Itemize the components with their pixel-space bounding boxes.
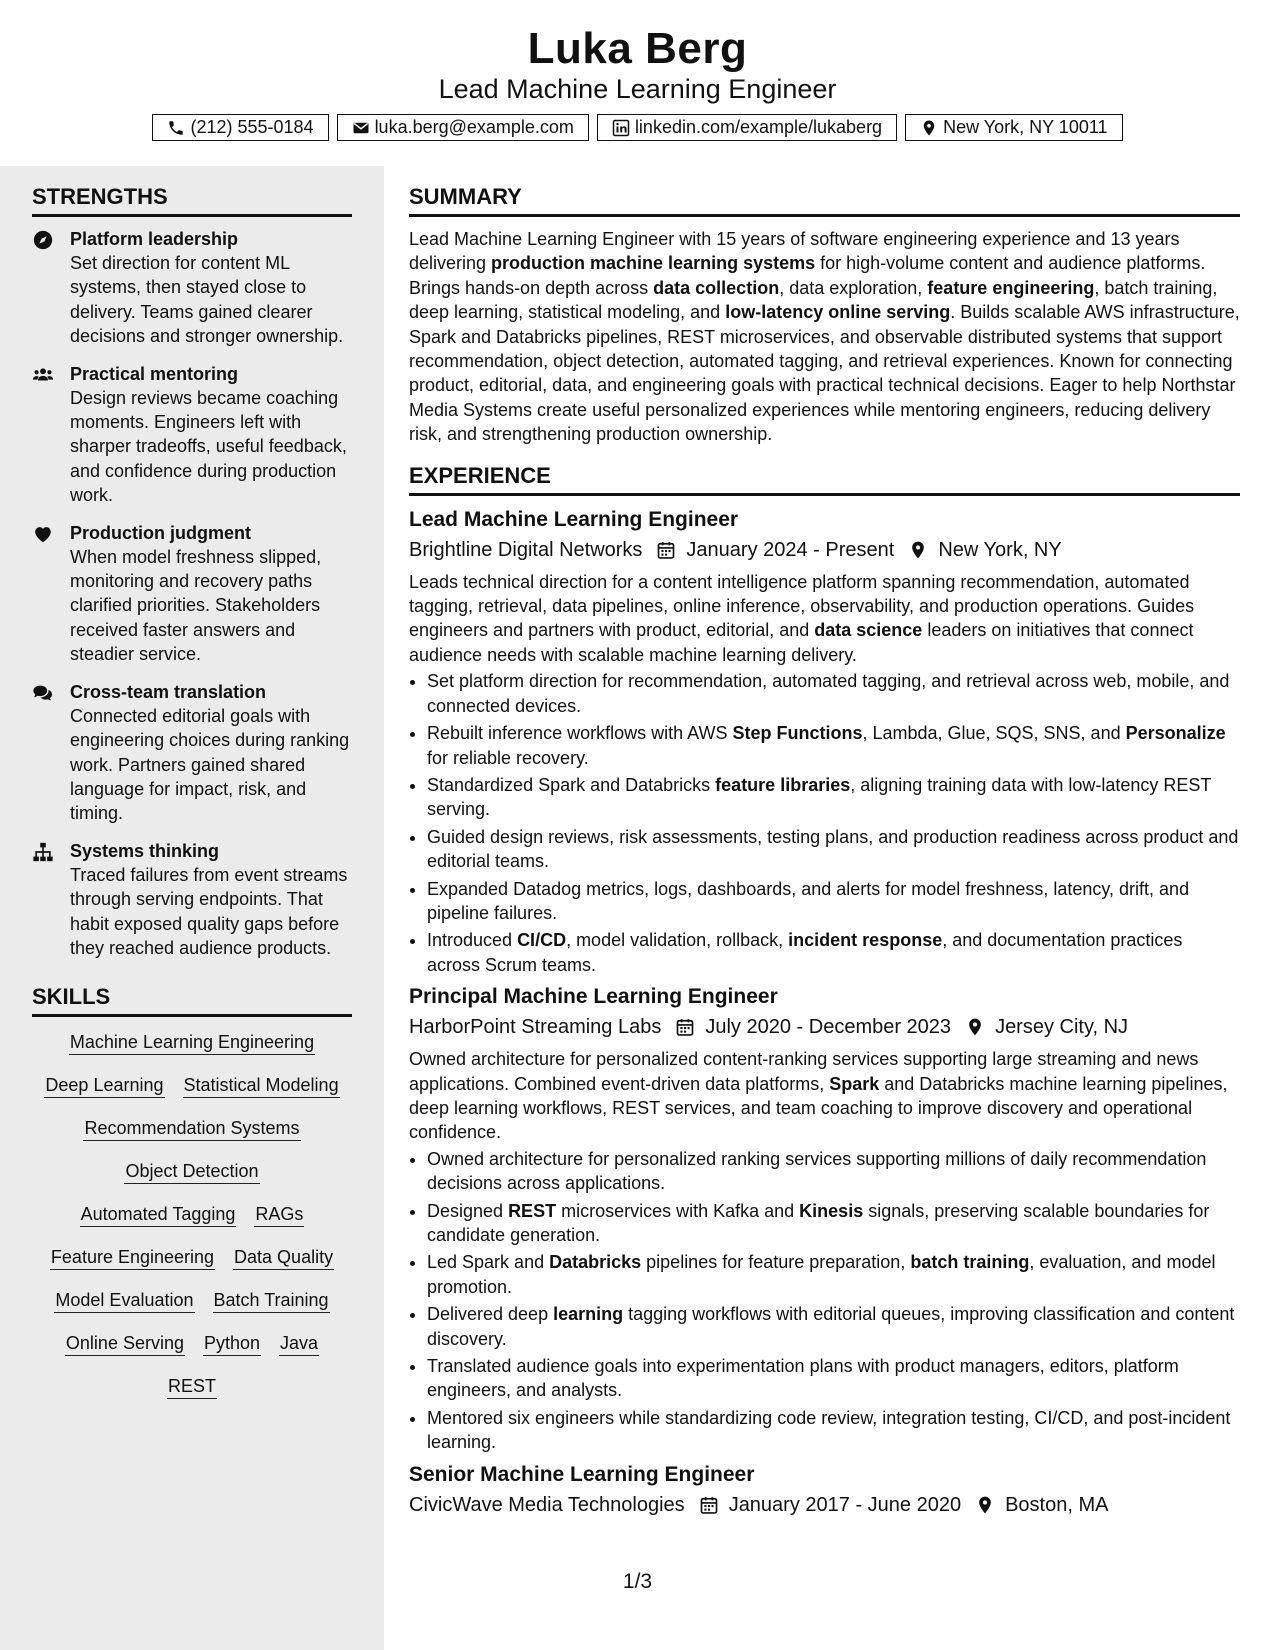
job-entry [409,506,1240,978]
strength-item [32,680,352,826]
strength-content [70,521,352,667]
text-run: Standardized Spark and Databricks [427,774,716,795]
contact-item[interactable] [152,114,328,141]
job-bullets [409,669,1240,977]
text-run: Translated audience goals into experimentation plans with product managers, editors, platform engineers, and analysts. [427,1356,1179,1401]
skill-tag: Batch Training [213,1289,330,1313]
skill-row [32,1289,352,1313]
job-entry [409,983,1240,1455]
skill-tag: Statistical Modeling [183,1074,340,1098]
bold-text: data collection [653,277,780,298]
calendar-icon [675,1017,695,1037]
bold-text: Personalize [1125,723,1226,744]
skill-tag: Model Evaluation [54,1289,194,1313]
bold-text: data science [814,620,923,641]
skill-tag: RAGs [254,1203,304,1227]
contact-item[interactable] [337,114,589,141]
candidate-title: Lead Machine Learning Engineer [438,74,837,104]
bold-text: low-latency online serving [725,302,951,323]
job-meta [409,536,1240,564]
calendar-icon [656,540,676,560]
phone-icon [167,119,190,137]
strengths-heading: STRENGTHS [32,182,352,217]
bold-text: REST [508,1200,557,1221]
job-title: Principal Machine Learning Engineer [409,985,778,1009]
contact-text: (212) 555-0184 [190,117,314,137]
map-pin-icon [908,540,928,560]
strengths-list [32,227,352,960]
envelope-icon [352,119,375,137]
experience-heading: EXPERIENCE [409,461,1240,496]
strength-body: Connected editorial goals with engineering choices during ranking work. Partners gained shared language for impact, risk, and timing. [70,705,350,824]
bold-text: Databricks [549,1252,642,1273]
job-location: Boston, MA [1005,1493,1109,1516]
calendar-icon [699,1495,719,1515]
compass-icon [32,227,70,349]
text-run: , model validation, rollback, [566,930,789,951]
bold-text: feature libraries [715,774,851,795]
text-run: , and documentation practices across Scrum teams. [427,930,1183,975]
text-run: Guided design reviews, risk assessments, testing plans, and production readiness across product and editorial teams. [427,826,1239,872]
heart-icon [32,521,70,667]
text-run: , batch training, deep learning, statistical modeling, and [409,277,1218,323]
map-pin-icon [975,1495,995,1515]
text-run: , aligning training data with low-latency REST serving. [427,774,1212,820]
strength-item [32,521,352,667]
text-run: Leads technical direction for a content intelligence platform spanning recommendation, automated tagging, retrieval, data pipelines, online inference, observability, and production operations. Guides engineers and partners with product, editorial, and [409,571,1195,641]
strength-content [70,680,352,826]
strength-item [32,227,352,349]
map-pin-icon [920,119,943,137]
summary-text [409,227,1240,447]
text-run: Lead Machine Learning Engineer with 15 years of software engineering experience and 13 years delivering [409,229,1180,274]
skill-row [32,1160,352,1184]
strength-content [70,839,352,961]
skill-tag: Machine Learning Engineering [69,1031,315,1055]
job-bullet [427,825,1240,874]
text-run: Introduced [427,930,518,951]
skill-row [32,1117,352,1141]
contact-item[interactable] [905,114,1122,141]
strength-body: Design reviews became coaching moments. Engineers left with sharper tradeoffs, useful feedback, and confidence during production work. [70,387,347,506]
bold-text: incident response [788,930,943,951]
skill-tag: Java [279,1332,319,1356]
contact-text: luka.berg@example.com [374,117,574,137]
skill-row [32,1246,352,1270]
map-pin-icon [965,1017,985,1037]
job-entry [409,1461,1240,1519]
job-company: CivicWave Media Technologies [409,1493,685,1516]
contact-text: linkedin.com/example/lukaberg [634,117,883,137]
text-run: Designed [427,1200,509,1221]
job-description [409,570,1240,668]
job-bullet [427,928,1240,977]
sitemap-icon [32,839,70,961]
text-run: Mentored six engineers while standardizing code review, integration testing, CI/CD, and post-incident learning. [427,1407,1231,1453]
text-run: Led Spark and [427,1252,550,1273]
skill-row [32,1375,352,1399]
job-bullet [427,1406,1240,1455]
strength-title: Practical mentoring [70,363,239,384]
skill-tag: Online Serving [65,1332,185,1356]
text-run: Set platform direction for recommendation, automated tagging, and retrieval across web, mobile, and connected devices. [427,671,1230,716]
skill-tag: Deep Learning [44,1074,164,1098]
text-run: Delivered deep [427,1304,554,1325]
skill-tag: REST [167,1375,217,1399]
job-bullets [409,1147,1240,1455]
job-title: Lead Machine Learning Engineer [409,507,739,531]
skill-tag: Feature Engineering [50,1246,215,1270]
strength-title: Production judgment [70,522,251,543]
job-meta [409,1013,1240,1041]
bold-text: Kinesis [799,1200,864,1221]
job-bullet [427,877,1240,926]
sidebar [0,166,384,1650]
job-dates: July 2020 - December 2023 [705,1016,952,1039]
strength-body: Set direction for content ML systems, then stayed close to delivery. Teams gained clearer decisions and stronger ownership. [70,253,344,347]
resume-header [0,0,1275,141]
text-run: , evaluation, and model promotion. [427,1252,1216,1297]
job-bullet [427,773,1240,822]
strength-title: Cross-team translation [70,681,267,702]
linkedin-icon [612,119,635,137]
skill-row [32,1074,352,1098]
job-title: Senior Machine Learning Engineer [409,1462,755,1486]
job-company: Brightline Digital Networks [409,538,643,561]
strength-content [70,227,352,349]
bold-text: batch training [910,1252,1030,1273]
strength-item [32,839,352,961]
main-content [409,182,1240,1519]
job-bullet [427,669,1240,718]
job-bullet [427,1302,1240,1351]
text-run: Owned architecture for personalized ranking services supporting millions of daily recommendation decisions across applications. [427,1148,1207,1194]
page-number: 1/3 [622,1570,653,1593]
job-description [409,1047,1240,1145]
text-run: pipelines for feature preparation, [641,1252,911,1273]
job-bullet [427,1250,1240,1299]
bold-text: learning [553,1304,624,1325]
bold-text: CI/CD [517,930,567,951]
text-run: for reliable recovery. [427,747,589,768]
text-run: for high-volume content and audience platforms. Brings hands-on depth across [409,253,1206,298]
skill-row [32,1332,352,1356]
job-dates: January 2024 - Present [686,538,895,561]
strength-item [32,362,352,508]
bold-text: Spark [829,1073,880,1094]
text-run: tagging workflows with editorial queues, improving classification and content discovery. [427,1304,1235,1349]
job-company: HarborPoint Streaming Labs [409,1016,662,1039]
strength-body: When model freshness slipped, monitoring and recovery paths clarified priorities. Stakeholders received faster answers and steadier service. [70,546,322,665]
strength-content [70,362,352,508]
text-run: . Builds scalable AWS infrastructure, Spark and Databricks pipelines, REST microservices, and observable distributed systems that support recommendation, object detection, automated tagging, and retrieval experiences. Known for connecting product, editorial, data, and engineering goals with practical technical decisions. Eager to help Northstar Media Systems create useful personalized experiences while mentoring engineers, reducing delivery risk, and strengthening production ownership. [409,302,1240,445]
summary-heading: SUMMARY [409,182,1240,217]
text-run: , data exploration, [779,277,928,298]
skill-tag: Object Detection [124,1160,259,1184]
strength-title: Platform leadership [70,229,239,249]
text-run: Expanded Datadog metrics, logs, dashboards, and alerts for model freshness, latency, drift, and pipeline failures. [427,878,1190,923]
skill-tag: Automated Tagging [80,1203,237,1227]
text-run: signals, preserving scalable boundaries for candidate generation. [427,1200,1210,1245]
skill-tag: Python [203,1332,261,1356]
users-icon [32,362,70,508]
job-bullet [427,1147,1240,1196]
text-run: Owned architecture for personalized content-ranking services supporting large streaming and news applications. Combined event-driven data platforms, [409,1049,1199,1094]
job-meta [409,1491,1240,1519]
text-run: microservices with Kafka and [556,1200,800,1221]
text-run: Rebuilt inference workflows with AWS [427,723,733,744]
job-bullet [427,1199,1240,1248]
skills-list [32,1031,352,1399]
bold-text: feature engineering [927,277,1095,298]
candidate-name: Luka Berg [527,24,748,73]
comments-icon [32,680,70,826]
skill-tag: Recommendation Systems [83,1117,300,1141]
bold-text: Step Functions [732,723,863,744]
skill-row [32,1031,352,1055]
strength-body: Traced failures from event streams through serving endpoints. That habit exposed quality gaps before they reached audience products. [70,864,348,958]
job-location: New York, NY [938,538,1062,561]
text-run: leaders on initiatives that connect audience needs with scalable machine learning delivery. [409,620,1194,665]
text-run: and Databricks machine learning pipelines, deep learning workflows, REST services, and team coaching to improve discovery and operational confidence. [409,1073,1228,1143]
skill-tag: Data Quality [233,1246,334,1270]
skills-heading: SKILLS [32,982,352,1017]
skill-row [32,1203,352,1227]
bold-text: production machine learning systems [491,253,816,274]
experience-list [409,506,1240,1519]
job-bullet [427,1354,1240,1403]
job-bullet [427,721,1240,770]
job-dates: January 2017 - June 2020 [728,1493,962,1516]
contact-bar [0,114,1275,141]
contact-text: New York, NY 10011 [943,117,1108,137]
contact-item[interactable] [597,114,897,141]
text-run: , Lambda, Glue, SQS, SNS, and [862,723,1126,744]
strength-title: Systems thinking [70,840,220,861]
job-location: Jersey City, NJ [995,1016,1129,1039]
